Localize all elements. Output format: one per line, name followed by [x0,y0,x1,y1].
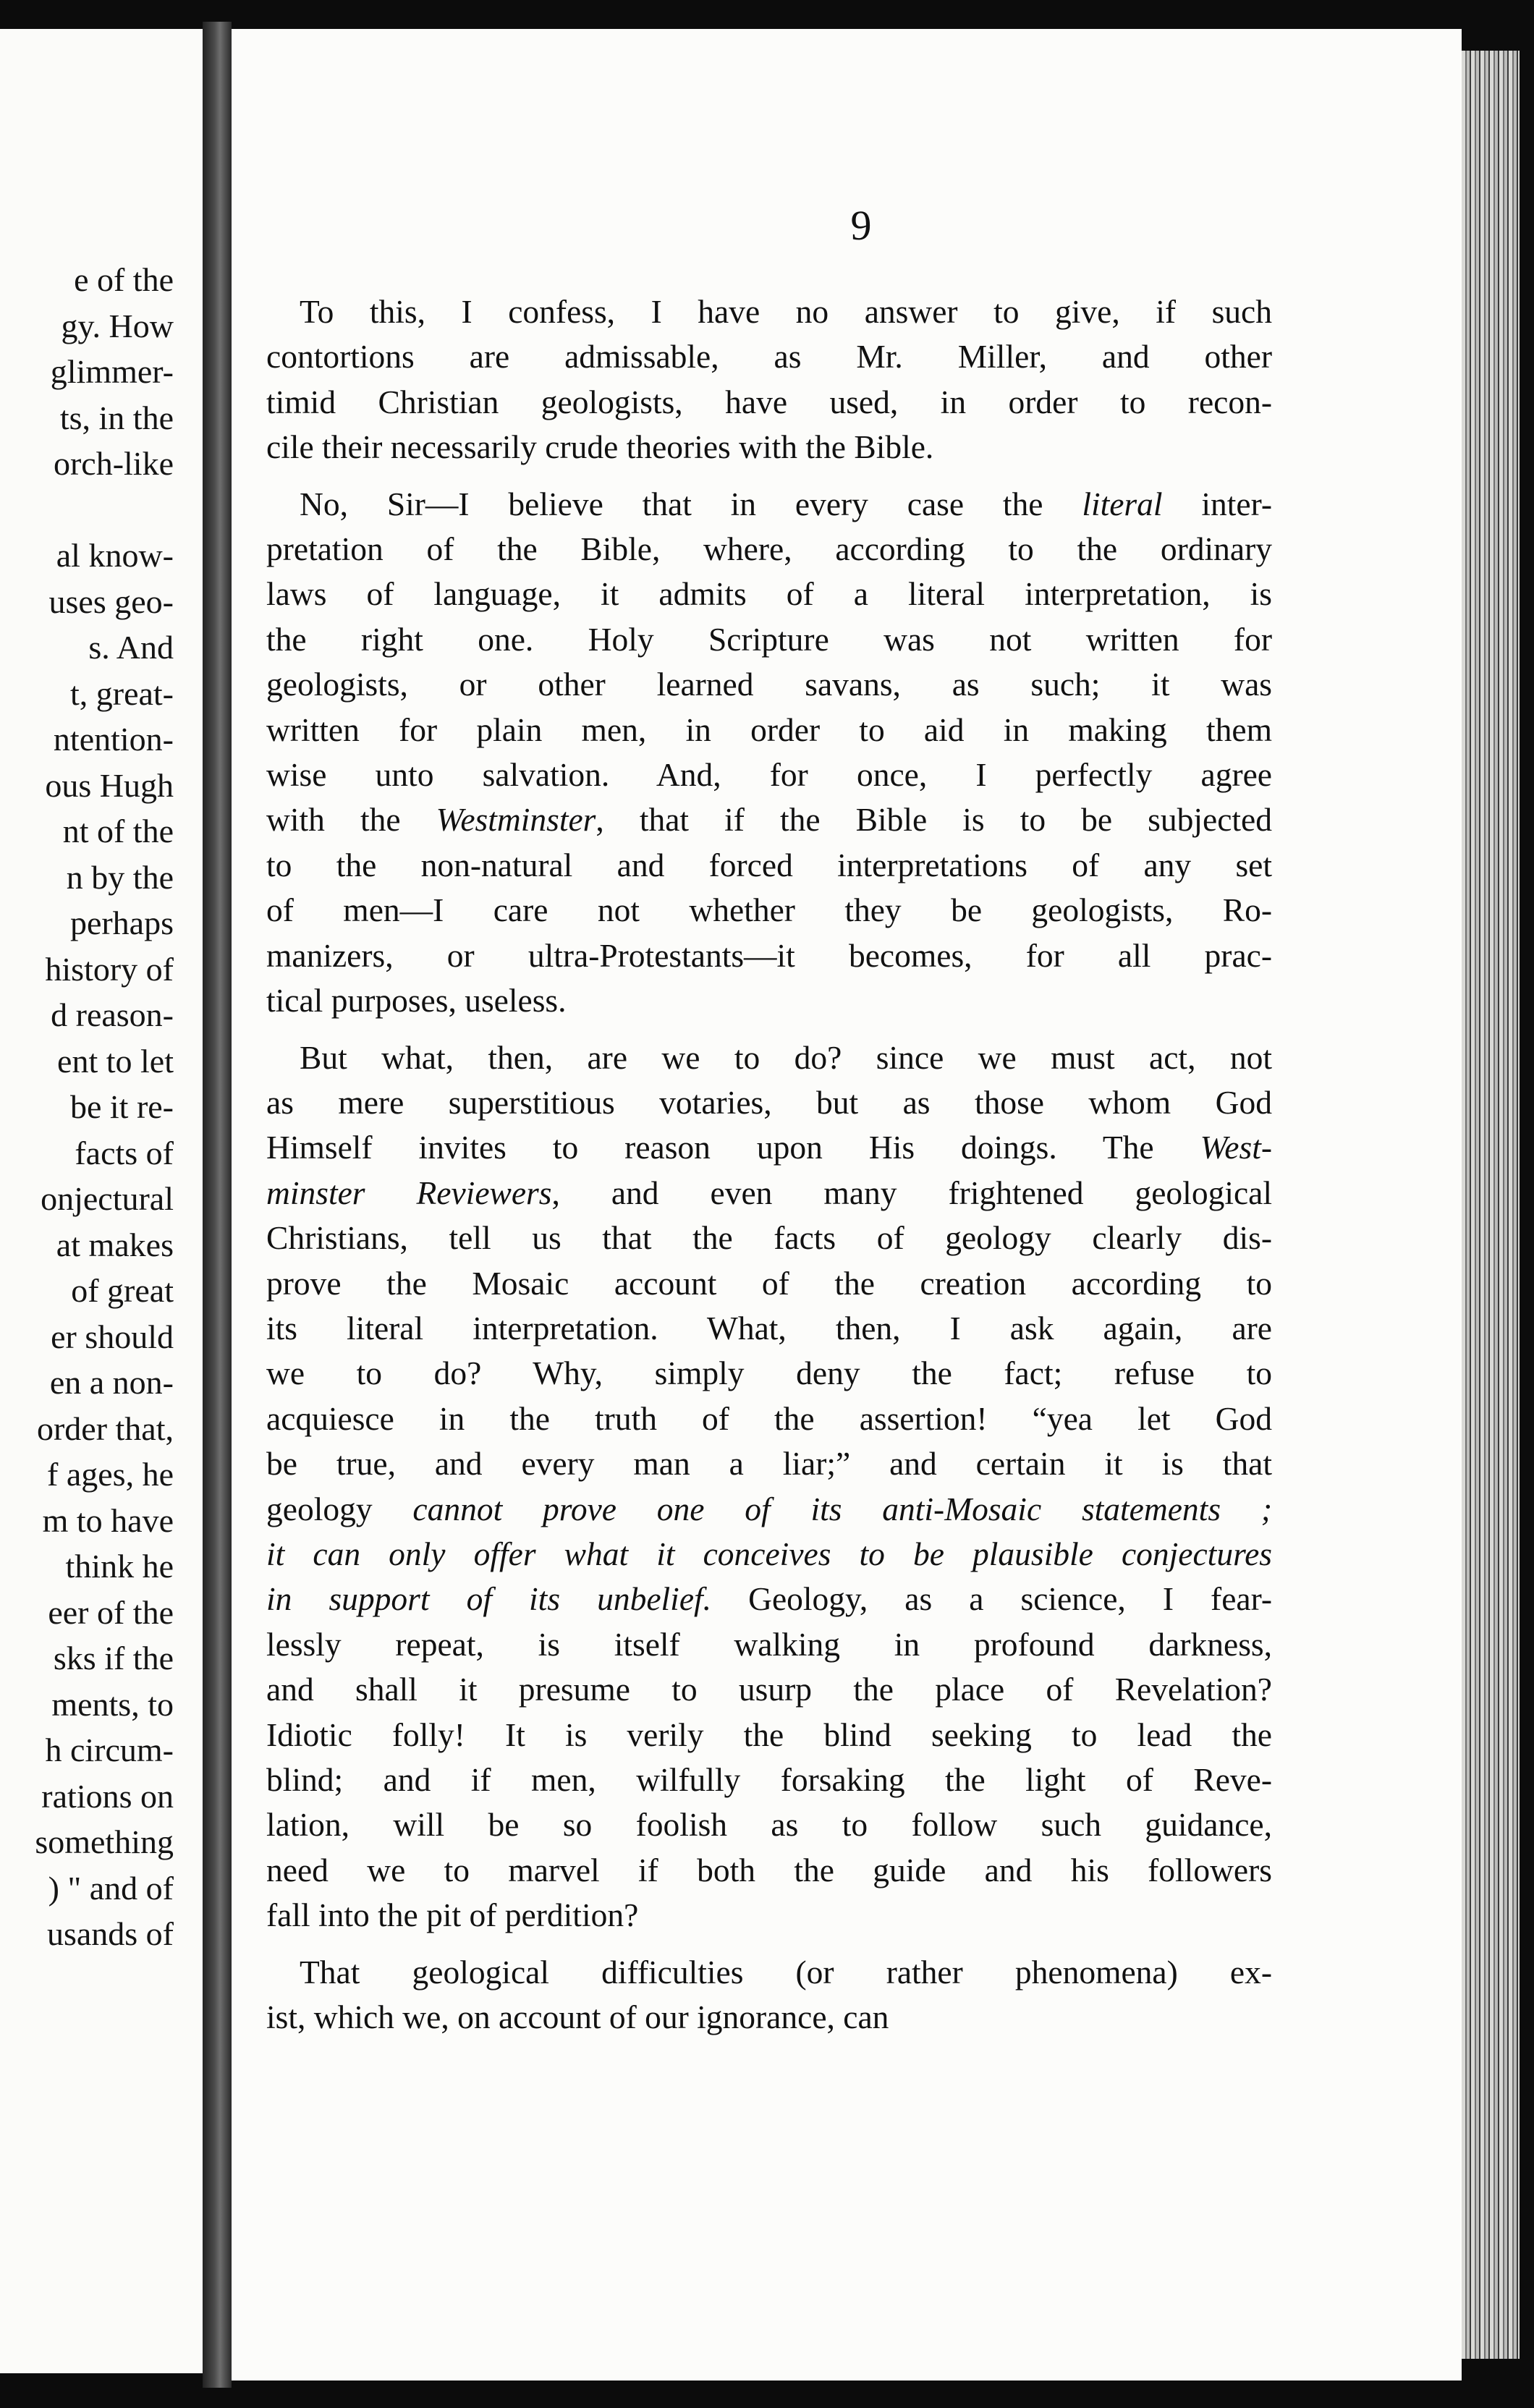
text-line [266,1950,1272,1995]
left-page-line: glimmer- [50,353,174,390]
text-line [266,1713,1272,1758]
text-segment: fall into the pit of perdition? [266,1896,639,1934]
left-page-line: en a non- [49,1364,174,1401]
left-page-line: f ages, he [47,1456,174,1493]
italic-text: it can only offer what it conceives to be plausible conjectures [266,1535,1272,1572]
book-gutter [203,22,232,2388]
left-page-line: m to have [42,1501,174,1539]
text-segment: manizers, or ultra-Protestants—it becomes, for all prac- [266,936,1272,974]
italic-text: Westminster [436,801,596,839]
text-line [266,1667,1272,1712]
left-page-line: be it re- [69,1088,174,1125]
text-segment: with the [266,801,436,839]
paragraph [266,1950,1272,2040]
text-line [266,708,1272,752]
text-segment: laws of language, it admits of a literal interpretation, is [266,575,1272,613]
text-line [266,1125,1272,1170]
left-page-line: sks if the [53,1640,174,1676]
text-segment: ist, which we, on account of our ignorance, can [266,1998,889,2036]
text-line [266,1802,1272,1847]
previous-page-fragment [0,29,203,2373]
text-line [266,617,1272,662]
book-page [232,29,1462,2381]
left-page-line: of great [71,1272,174,1309]
italic-text: literal [1082,485,1163,522]
left-page-line: perhaps [69,904,174,941]
left-page-line: d reason- [51,996,174,1033]
text-line [266,527,1272,572]
left-page-line: order that, [36,1409,174,1447]
left-page-line: s. And [88,629,174,666]
text-segment: cile their necessarily crude theories with the Bible. [266,428,934,466]
text-segment: Himself invites to reason upon His doings. The [266,1129,1200,1166]
left-page-line: er should [51,1318,174,1355]
left-page-line: ) " and of [48,1869,174,1907]
text-line [266,978,1272,1023]
left-page-line: rations on [41,1777,174,1815]
text-line [266,888,1272,933]
text-segment: pretation of the Bible, where, according to the ordinary [266,530,1272,568]
left-page-line: facts of [75,1134,174,1171]
left-page-line: something [35,1823,174,1860]
text-line [266,933,1272,978]
text-line [266,1306,1272,1351]
text-segment: Idiotic folly! It is verily the blind seeking to lead the [266,1716,1272,1753]
text-line [266,289,1272,334]
text-segment: No, Sir—I believe that in every case the [300,485,1082,522]
italic-text: minster Reviewers [266,1174,552,1211]
text-line [266,482,1272,527]
left-page-line: t, great- [69,674,174,712]
left-page-line: ous Hugh [45,766,174,804]
text-line [266,334,1272,379]
text-line [266,572,1272,616]
text-line [266,1171,1272,1216]
page-number: 9 [850,202,872,249]
text-segment: prove the Mosaic account of the creation according to [266,1264,1272,1302]
text-segment: geology [266,1490,413,1527]
text-segment: Geology, as a science, I fear- [711,1580,1272,1618]
text-line [266,1487,1272,1532]
left-page-line: usands of [46,1915,174,1952]
text-segment: lation, will be so foolish as to follow such guidance, [266,1806,1272,1844]
italic-text: cannot prove one of its anti-Mosaic statements ; [412,1490,1272,1527]
left-page-line: ent to let [57,1042,174,1080]
left-page-line: h circum- [45,1731,174,1768]
text-line [266,1758,1272,1802]
text-segment: as mere superstitious votaries, but as those whom God [266,1083,1272,1121]
text-segment: , and even many frightened geological [551,1174,1272,1211]
text-line [266,1396,1272,1441]
italic-text: in support of its unbelief. [266,1580,712,1618]
text-segment: need we to marvel if both the guide and his followers [266,1851,1272,1888]
text-segment: Christians, tell us that the facts of geology clearly dis- [266,1219,1272,1257]
left-page-line: nt of the [62,813,174,849]
text-line [266,1216,1272,1260]
text-line [266,1532,1272,1577]
left-page-line: history of [45,950,174,988]
text-segment: we to do? Why, simply deny the fact; refuse to [266,1354,1272,1392]
text-segment: and shall it presume to usurp the place of Revelation? [266,1671,1272,1708]
left-page-line: gy. How [61,307,174,344]
left-page-line: onjectural [41,1180,174,1217]
text-segment: its literal interpretation. What, then, I ask again, are [266,1309,1272,1347]
text-segment: tical purposes, useless. [266,982,567,1019]
left-page-line: ts, in the [59,399,174,436]
text-line [266,1441,1272,1486]
text-line [266,1261,1272,1306]
text-line [266,1622,1272,1667]
text-line [266,797,1272,842]
text-segment: wise unto salvation. And, for once, I perfectly agree [266,756,1272,794]
paragraph [266,289,1272,470]
text-line [266,1848,1272,1893]
text-segment: timid Christian geologists, have used, in order to recon- [266,383,1272,420]
text-line [266,752,1272,797]
text-segment: inter- [1162,485,1272,522]
text-segment: written for plain men, in order to aid in making them [266,711,1272,748]
left-page-line: ments, to [51,1685,174,1723]
text-segment: geologists, or other learned savans, as such; it was [266,666,1272,703]
text-line [266,1893,1272,1938]
text-line [266,843,1272,888]
paragraph [266,1035,1272,1938]
left-page-line: al know- [56,537,174,574]
left-page-line: at makes [56,1226,174,1263]
text-segment: be true, and every man a liar;” and certain it is that [266,1445,1272,1483]
left-page-line: uses geo- [48,582,174,620]
left-page-line: orch-like [53,445,174,482]
italic-text: West- [1200,1129,1272,1166]
text-segment: contortions are admissable, as Mr. Miller, and other [266,338,1272,376]
text-line [266,1035,1272,1080]
text-segment: That geological difficulties (or rather phenomena) ex- [300,1953,1272,1991]
text-line [266,1080,1272,1125]
left-page-line: n by the [66,858,174,896]
left-page-line: ntention- [53,721,174,758]
text-line [266,662,1272,707]
text-segment: the right one. Holy Scripture was not written for [266,620,1272,658]
text-line [266,1577,1272,1621]
text-segment: , that if the Bible is to be subjected [596,801,1272,839]
text-segment: To this, I confess, I have no answer to give, if such [300,293,1272,330]
text-segment: acquiesce in the truth of the assertion! “yea let God [266,1399,1272,1437]
page-edges [1462,51,1520,2359]
text-segment: of men—I care not whether they be geologists, Ro- [266,891,1272,929]
page-body-text [266,289,1272,2051]
left-page-line: e of the [74,261,174,298]
paragraph [266,482,1272,1024]
text-segment: lessly repeat, is itself walking in profound darkness, [266,1625,1272,1663]
text-line [266,425,1272,470]
text-segment: blind; and if men, wilfully forsaking the light of Reve- [266,1761,1272,1798]
text-segment: to the non-natural and forced interpretations of any set [266,846,1272,883]
text-line [266,380,1272,425]
text-line [266,1995,1272,2040]
left-page-line: eer of the [48,1593,174,1631]
left-page-line: think he [65,1548,174,1585]
text-segment: But what, then, are we to do? since we must act, not [300,1038,1272,1076]
text-line [266,1351,1272,1396]
